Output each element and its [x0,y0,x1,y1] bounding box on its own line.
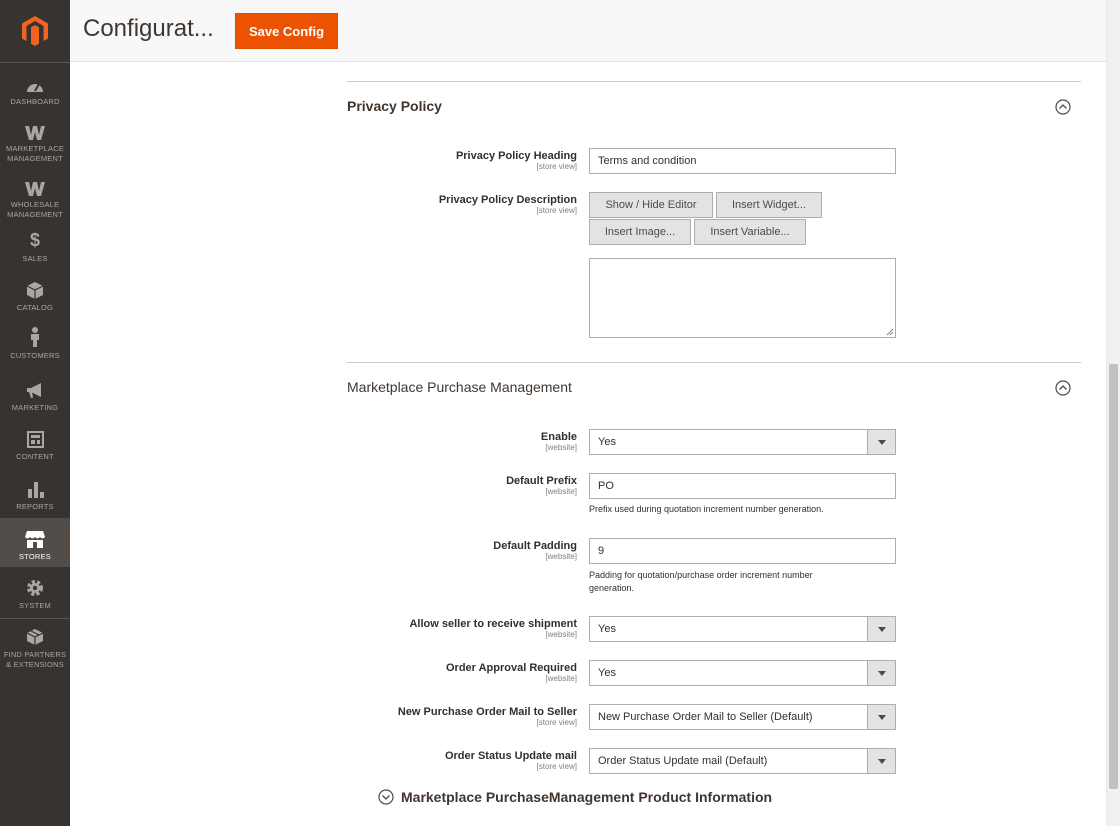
cubes-icon [26,625,44,646]
person-icon [29,325,41,347]
field-note: Prefix used during quotation increment number generation. [589,504,824,514]
field-scope: [website] [545,674,577,683]
field-scope: [website] [545,487,577,496]
dropdown-arrow-icon[interactable] [867,430,895,454]
magento-logo[interactable] [0,0,70,62]
field-label-new-po-mail: New Purchase Order Mail to Seller [397,706,577,718]
bar-chart-icon [27,476,44,498]
sidebar-item-label: DASHBOARD [10,97,60,106]
field-label-order-approval: Order Approval Required [445,662,577,674]
insert-image-button[interactable]: Insert Image... [589,219,691,245]
sidebar-item-label: MARKETPLACE MANAGEMENT [5,144,65,163]
show-hide-editor-button[interactable]: Show / Hide Editor [589,192,713,218]
field-label-privacy-heading: Privacy Policy Heading [455,150,577,162]
sidebar-item-marketplace[interactable] [0,119,70,164]
sidebar-item-label: SALES [22,254,48,263]
page-title: Configurat... [83,15,214,42]
dropdown-arrow-icon[interactable] [867,617,895,641]
field-scope: [website] [545,443,577,452]
select-value: New Purchase Order Mail to Seller (Default) [598,711,813,723]
insert-variable-button[interactable]: Insert Variable... [694,219,806,245]
page-header [70,0,1106,62]
field-label-privacy-description: Privacy Policy Description [438,194,577,206]
section-title-purchase-management[interactable]: Marketplace Purchase Management [347,379,572,395]
sidebar-item-customers[interactable] [0,325,70,365]
field-label-allow-shipment: Allow seller to receive shipment [409,618,577,630]
enable-select[interactable] [589,429,896,455]
magento-logo-icon [21,15,49,47]
section-title-privacy-policy[interactable]: Privacy Policy [347,98,442,114]
sidebar-item-label: SYSTEM [18,601,52,610]
select-value: Yes [598,623,616,635]
field-label-default-padding: Default Padding [493,540,577,552]
sidebar-item-marketing[interactable] [0,377,70,415]
sidebar-item-label: CATALOG [16,303,54,312]
privacy-description-textarea[interactable] [589,258,896,338]
status-update-mail-select[interactable] [589,748,896,774]
store-icon [25,526,45,548]
megaphone-icon [25,377,45,399]
insert-widget-button[interactable]: Insert Widget... [716,192,822,218]
dropdown-arrow-icon[interactable] [867,705,895,729]
field-scope: [store view] [536,162,577,171]
resize-grip-icon[interactable] [886,328,894,336]
dropdown-arrow-icon[interactable] [867,749,895,773]
expand-chevron-down-icon[interactable] [378,789,394,805]
box-icon [27,277,43,299]
select-value: Order Status Update mail (Default) [598,755,768,767]
marketplace-icon [25,119,45,140]
sidebar-item-label: REPORTS [16,502,54,511]
layout-icon [27,426,44,448]
field-scope: [store view] [536,206,577,215]
field-label-status-update-mail: Order Status Update mail [444,750,577,762]
field-scope: [website] [545,630,577,639]
subsection-title: Marketplace PurchaseManagement Product Information [401,789,773,805]
field-scope: [store view] [536,762,577,771]
order-approval-select[interactable] [589,660,896,686]
sidebar-item-content[interactable] [0,426,70,464]
privacy-heading-input[interactable]: Terms and condition [589,148,896,174]
section-divider [347,81,1081,82]
subsection-product-information[interactable] [378,789,772,805]
new-po-mail-select[interactable] [589,704,896,730]
sidebar-item-label: MARKETING [11,403,59,412]
sidebar-item-label: CUSTOMERS [10,351,60,360]
select-value: Yes [598,436,616,448]
sidebar-item-partners[interactable] [0,625,70,670]
gear-icon [26,575,44,597]
collapse-chevron-up-icon[interactable] [1055,99,1071,115]
sidebar-separator [0,62,70,63]
dashboard-icon [26,71,44,93]
sidebar-item-label: STORES [19,552,51,561]
select-value: Yes [598,667,616,679]
sidebar-item-dashboard[interactable] [0,71,70,116]
sidebar-item-label: FIND PARTNERS & EXTENSIONS [3,650,67,669]
dropdown-arrow-icon[interactable] [867,661,895,685]
field-scope: [website] [545,552,577,561]
dollar-icon: $ [29,230,40,250]
page-scrollbar[interactable] [1106,0,1120,826]
sidebar-separator [0,618,70,619]
sidebar-item-wholesale[interactable] [0,175,70,220]
sidebar-item-stores[interactable] [0,518,70,567]
section-divider [347,362,1081,363]
field-label-default-prefix: Default Prefix [506,475,577,487]
default-padding-input[interactable]: 9 [589,538,896,564]
wholesale-icon [25,175,45,196]
admin-sidebar [0,0,70,826]
sidebar-item-reports[interactable] [0,476,70,514]
field-note: Padding for quotation/purchase order increment number generation. [589,570,813,593]
sidebar-item-system[interactable] [0,575,70,613]
sidebar-item-catalog[interactable] [0,277,70,315]
scrollbar-thumb[interactable] [1109,364,1118,789]
collapse-chevron-up-icon[interactable] [1055,380,1071,396]
default-prefix-input[interactable]: PO [589,473,896,499]
field-label-enable: Enable [540,431,577,443]
field-scope: [store view] [536,718,577,727]
sidebar-item-label: CONTENT [16,452,54,461]
allow-shipment-select[interactable] [589,616,896,642]
sidebar-item-label: WHOLESALE MANAGEMENT [7,200,63,219]
sidebar-item-sales[interactable] [0,228,70,266]
save-config-button[interactable]: Save Config [235,13,338,49]
